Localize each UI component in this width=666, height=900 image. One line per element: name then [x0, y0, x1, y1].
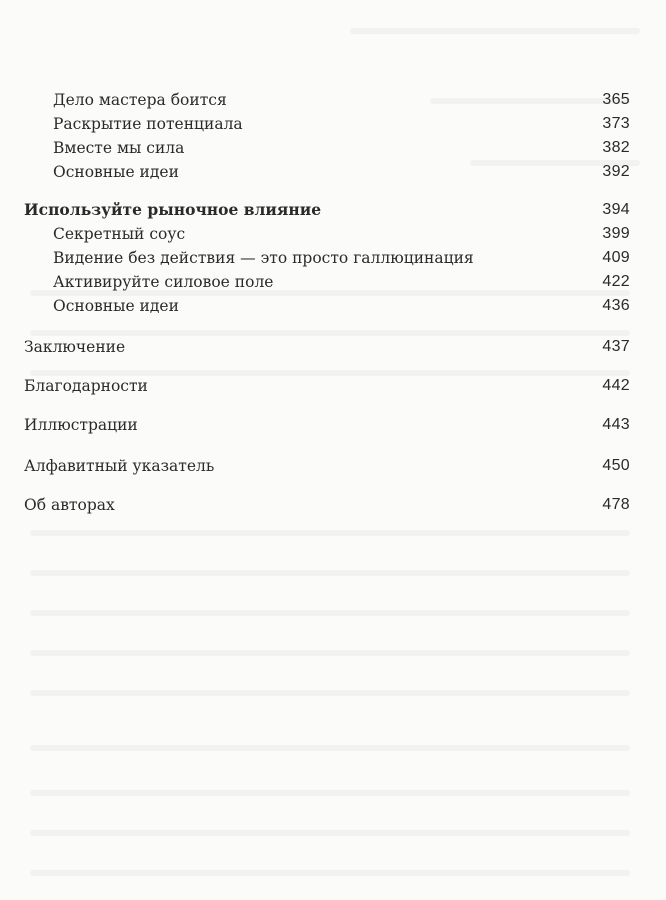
toc-entry-title: Раскрытие потенциала: [53, 115, 243, 133]
toc-entry-page: 373: [602, 115, 630, 132]
toc-section-heading: [0, 198, 666, 222]
toc-entry-page: 436: [602, 297, 630, 314]
toc-entry-page: 382: [602, 139, 630, 156]
toc-entry-title: Основные идеи: [53, 297, 179, 315]
toc-entry-page: 409: [602, 249, 630, 266]
toc-section-title: Используйте рыночное влияние: [24, 200, 322, 219]
toc-chapter-title: Иллюстрации: [24, 416, 138, 434]
toc-entry-title: Секретный соус: [53, 225, 186, 243]
toc-chapter-page: 450: [602, 457, 630, 474]
toc-chapter: [0, 413, 666, 437]
toc-entry: [0, 246, 666, 270]
toc-chapter-title: Алфавитный указатель: [24, 457, 215, 475]
toc-section-page: 394: [602, 201, 630, 218]
toc-entry-title: Активируйте силовое поле: [53, 273, 274, 291]
toc-entry-title: Дело мастера боится: [53, 91, 227, 109]
toc-chapter: [0, 335, 666, 359]
toc-entry-title: Вместе мы сила: [53, 139, 185, 157]
toc-entry: [0, 222, 666, 246]
toc-entry: [0, 294, 666, 318]
toc-chapter-page: 442: [602, 377, 630, 394]
toc-chapter-title: Об авторах: [24, 496, 115, 514]
toc-chapter: [0, 374, 666, 398]
toc-chapter: [0, 454, 666, 478]
toc-entry-page: 422: [602, 273, 630, 290]
toc-entry: [0, 270, 666, 294]
toc-chapter-page: 443: [602, 416, 630, 433]
toc-entry: [0, 88, 666, 112]
toc-entry-page: 365: [602, 91, 630, 108]
toc-chapter: [0, 493, 666, 517]
toc-chapter-page: 437: [602, 338, 630, 355]
toc-chapter-page: 478: [602, 496, 630, 513]
toc-entry: [0, 136, 666, 160]
toc-chapter-title: Благодарности: [24, 377, 148, 395]
toc-entry-page: 392: [602, 163, 630, 180]
toc-entry-page: 399: [602, 225, 630, 242]
toc-entry: [0, 112, 666, 136]
toc-entry-title: Видение без действия — это просто галлюцинация: [53, 249, 474, 267]
toc-entry-title: Основные идеи: [53, 163, 179, 181]
toc-chapter-title: Заключение: [24, 338, 126, 356]
toc-entry: [0, 160, 666, 184]
